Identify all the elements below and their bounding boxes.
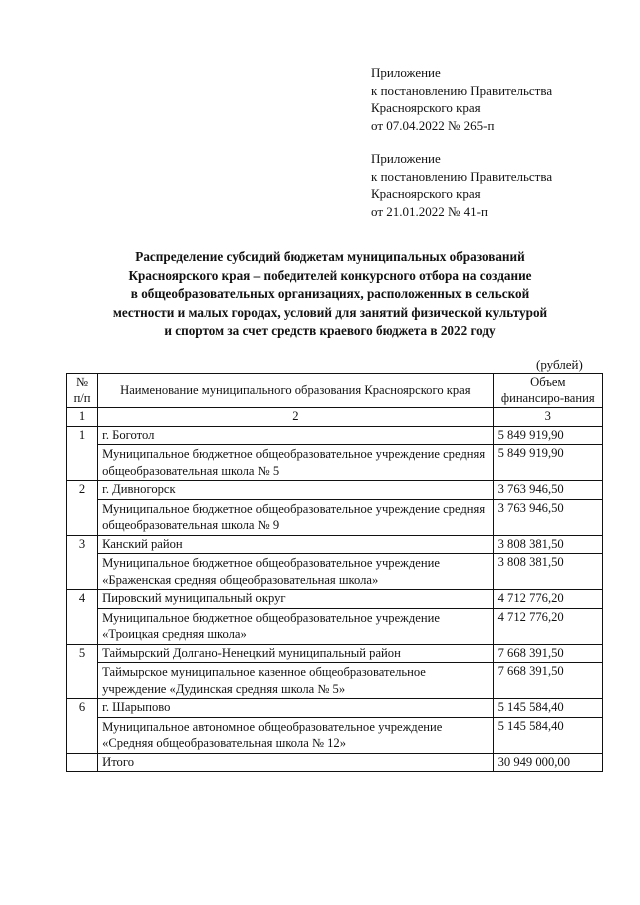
organization-row: [67, 499, 603, 535]
municipality-name: г. Дивногорск: [98, 481, 493, 500]
municipality-amount: 7 668 391,50: [493, 644, 602, 663]
appendix-note-2: [371, 150, 552, 220]
title-line: в общеобразовательных организациях, расположенных в сельской: [130, 286, 530, 301]
total-empty-cell: [67, 753, 98, 772]
column-index: 1: [67, 408, 98, 427]
organization-amount: 7 668 391,50: [493, 663, 602, 699]
organization-name: Таймырское муниципальное казенное общеобразовательное учреждение «Дудинская средняя школа № 5»: [98, 663, 493, 699]
title-line: и спортом за счет средств краевого бюджета в 2022 году: [164, 323, 496, 338]
organization-amount: 5 145 584,40: [493, 717, 602, 753]
total-amount: 30 949 000,00: [493, 753, 602, 772]
municipality-row: [67, 590, 603, 609]
table-header-row: [67, 374, 603, 408]
municipality-row: [67, 535, 603, 554]
municipality-amount: 3 808 381,50: [493, 535, 602, 554]
municipality-name: Канский район: [98, 535, 493, 554]
appendix-line: Приложение: [371, 65, 441, 80]
municipality-amount: 5 145 584,40: [493, 699, 602, 718]
municipality-row: [67, 699, 603, 718]
organization-row: [67, 608, 603, 644]
header-amount: Объем финансиро-вания: [493, 374, 602, 408]
municipality-row: [67, 426, 603, 445]
column-index: 2: [98, 408, 493, 427]
title-line: Распределение субсидий бюджетам муниципальных образований: [135, 249, 525, 264]
organization-row: [67, 717, 603, 753]
municipality-row: [67, 644, 603, 663]
organization-amount: 5 849 919,90: [493, 445, 602, 481]
organization-amount: 3 763 946,50: [493, 499, 602, 535]
row-number: 2: [67, 481, 98, 536]
appendix-note-1: [371, 64, 552, 134]
header-name: Наименование муниципального образования Красноярского края: [98, 374, 493, 408]
title-line: Красноярского края – победителей конкурсного отбора на создание: [128, 267, 532, 283]
column-index: 3: [493, 408, 602, 427]
municipality-amount: 4 712 776,20: [493, 590, 602, 609]
organization-name: Муниципальное бюджетное общеобразовательное учреждение «Браженская средняя общеобразовательная школа»: [98, 554, 493, 590]
appendix-line: Красноярского края: [371, 186, 481, 201]
municipality-amount: 5 849 919,90: [493, 426, 602, 445]
municipality-name: г. Боготол: [98, 426, 493, 445]
municipality-name: Пировский муниципальный округ: [98, 590, 493, 609]
row-number: 1: [67, 426, 98, 481]
subsidy-table: [66, 373, 603, 772]
appendix-line: к постановлению Правительства: [371, 168, 553, 184]
appendix-line: от 21.01.2022 № 41-п: [371, 203, 488, 219]
appendix-line: к постановлению Правительства: [371, 82, 553, 98]
organization-amount: 3 808 381,50: [493, 554, 602, 590]
units-label: (рублей): [536, 357, 583, 372]
organization-name: Муниципальное бюджетное общеобразовательное учреждение «Троицкая средняя школа»: [98, 608, 493, 644]
row-number: 6: [67, 699, 98, 754]
municipality-row: [67, 481, 603, 500]
municipality-amount: 3 763 946,50: [493, 481, 602, 500]
municipality-name: Таймырский Долгано-Ненецкий муниципальный район: [98, 644, 493, 663]
organization-name: Муниципальное бюджетное общеобразовательное учреждение средняя общеобразовательная школа № 9: [98, 499, 493, 535]
row-number: 3: [67, 535, 98, 590]
organization-row: [67, 554, 603, 590]
appendix-line: Красноярского края: [371, 100, 481, 115]
total-row: [67, 753, 603, 772]
organization-name: Муниципальное бюджетное общеобразовательное учреждение средняя общеобразовательная школа № 5: [98, 445, 493, 481]
organization-name: Муниципальное автономное общеобразовательное учреждение «Средняя общеобразовательная школа № 12»: [98, 717, 493, 753]
row-number: 4: [67, 590, 98, 645]
header-num: № п/п: [67, 374, 98, 408]
municipality-name: г. Шарыпово: [98, 699, 493, 718]
column-index-row: [67, 408, 603, 427]
title-line: местности и малых городах, условий для занятий физической культурой: [112, 304, 548, 320]
organization-row: [67, 663, 603, 699]
appendix-line: от 07.04.2022 № 265-п: [371, 117, 495, 133]
appendix-line: Приложение: [371, 151, 441, 166]
document-title: [60, 248, 600, 341]
organization-row: [67, 445, 603, 481]
row-number: 5: [67, 644, 98, 699]
organization-amount: 4 712 776,20: [493, 608, 602, 644]
total-label: Итого: [98, 753, 493, 772]
